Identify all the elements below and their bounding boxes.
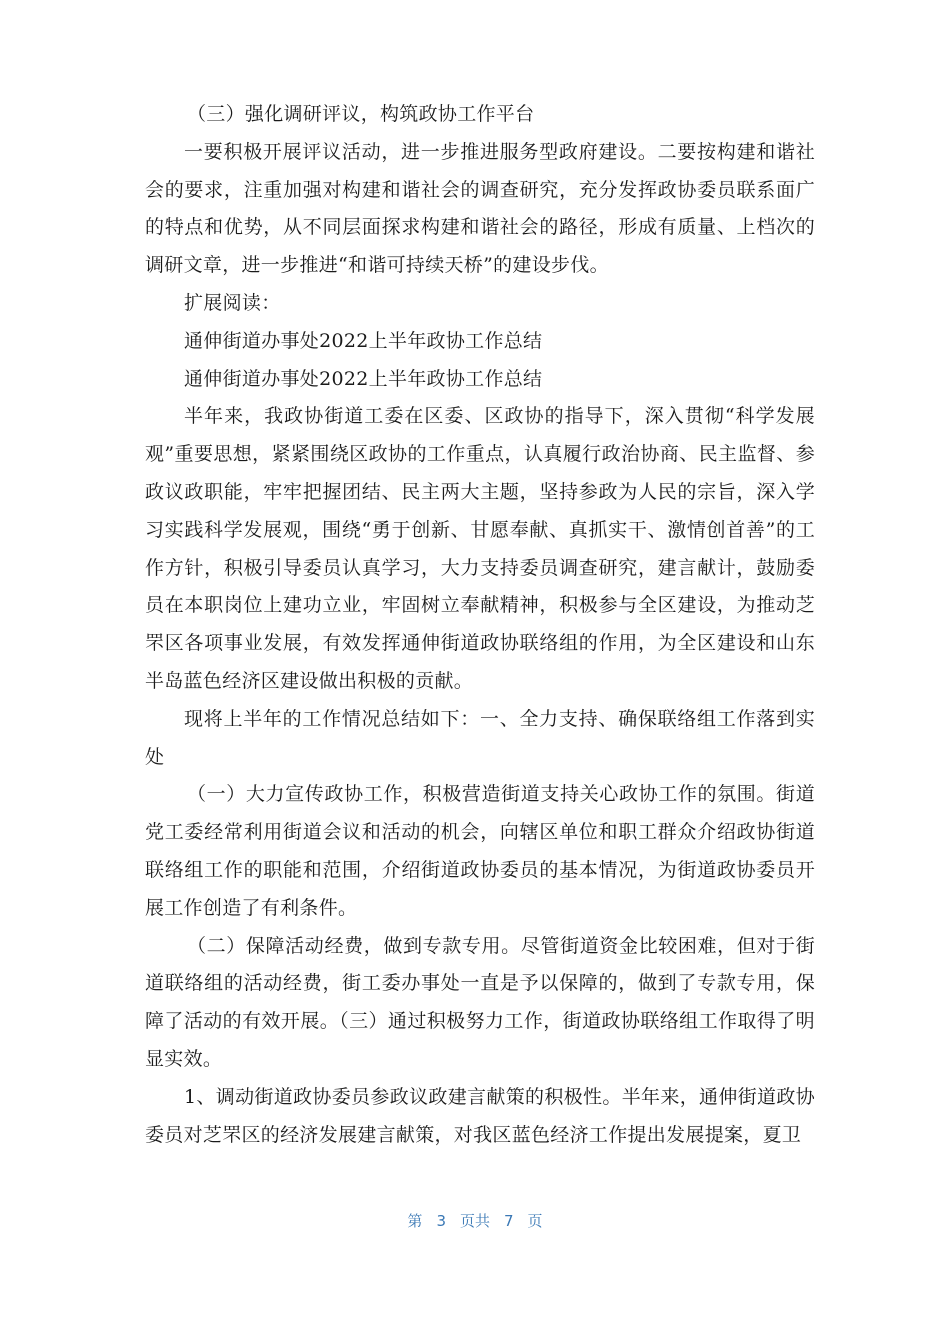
article-title-repeat: 通伸街道办事处2022上半年政协工作总结: [184, 367, 543, 390]
body-paragraph: （二）保障活动经费，做到专款专用。尽管街道资金比较困难，但对于街道联络组的活动经费，街工委办事处一直是予以保障的，做到了专款专用，保障了活动的有效开展。（三）通过积极努力工作，街道政协联络组工作取得了明显实效。: [145, 934, 815, 1070]
footer-prefix: 第: [407, 1212, 423, 1230]
body-paragraph: （一）大力宣传政协工作，积极营造街道支持关心政协工作的氛围。街道党工委经常利用街道会议和活动的机会，向辖区单位和职工群众介绍政协街道联络组工作的职能和范围，介绍街道政协委员的基本情况，为街道政协委员开展工作创造了有利条件。: [145, 783, 815, 919]
section-heading: （三）强化调研评议，构筑政协工作平台: [187, 103, 535, 125]
footer-middle: 页共: [459, 1212, 490, 1230]
footer-suffix: 页: [527, 1212, 543, 1230]
extended-reading-label: 扩展阅读：: [184, 291, 281, 314]
page-footer: [0, 1210, 950, 1231]
body-paragraph: 现将上半年的工作情况总结如下：一、全力支持、确保联络组工作落到实处: [145, 707, 815, 768]
document-body: [145, 96, 815, 1154]
article-title: 通伸街道办事处2022上半年政协工作总结: [184, 329, 543, 352]
current-page-number: 3: [436, 1212, 446, 1230]
body-paragraph: 1、调动街道政协委员参政议政建言献策的积极性。半年来，通伸街道政协委员对芝罘区的经济发展建言献策，对我区蓝色经济工作提出发展提案，夏卫: [145, 1085, 815, 1146]
total-pages-number: 7: [504, 1212, 514, 1230]
body-paragraph: 一要积极开展评议活动，进一步推进服务型政府建设。二要按构建和谐社会的要求，注重加强对构建和谐社会的调查研究，充分发挥政协委员联系面广的特点和优势，从不同层面探求构建和谐社会的路径，形成有质量、上档次的调研文章，进一步推进“和谐可持续天桥”的建设步伐。: [145, 140, 815, 277]
body-paragraph: 半年来，我政协街道工委在区委、区政协的指导下，深入贯彻“科学发展观”重要思想，紧紧围绕区政协的工作重点，认真履行政治协商、民主监督、参政议政职能，牢牢把握团结、民主两大主题，坚持参政为人民的宗旨，深入学习实践科学发展观，围绕“勇于创新、甘愿奉献、真抓实干、激情创首善”的工作方针，积极引导委员认真学习，大力支持委员调查研究，建言献计，鼓励委员在本职岗位上建功立业，牢固树立奉献精神，积极参与全区建设，为推动芝罘区各项事业发展，有效发挥通伸街道政协联络组的作用，为全区建设和山东半岛蓝色经济区建设做出积极的贡献。: [145, 405, 815, 692]
